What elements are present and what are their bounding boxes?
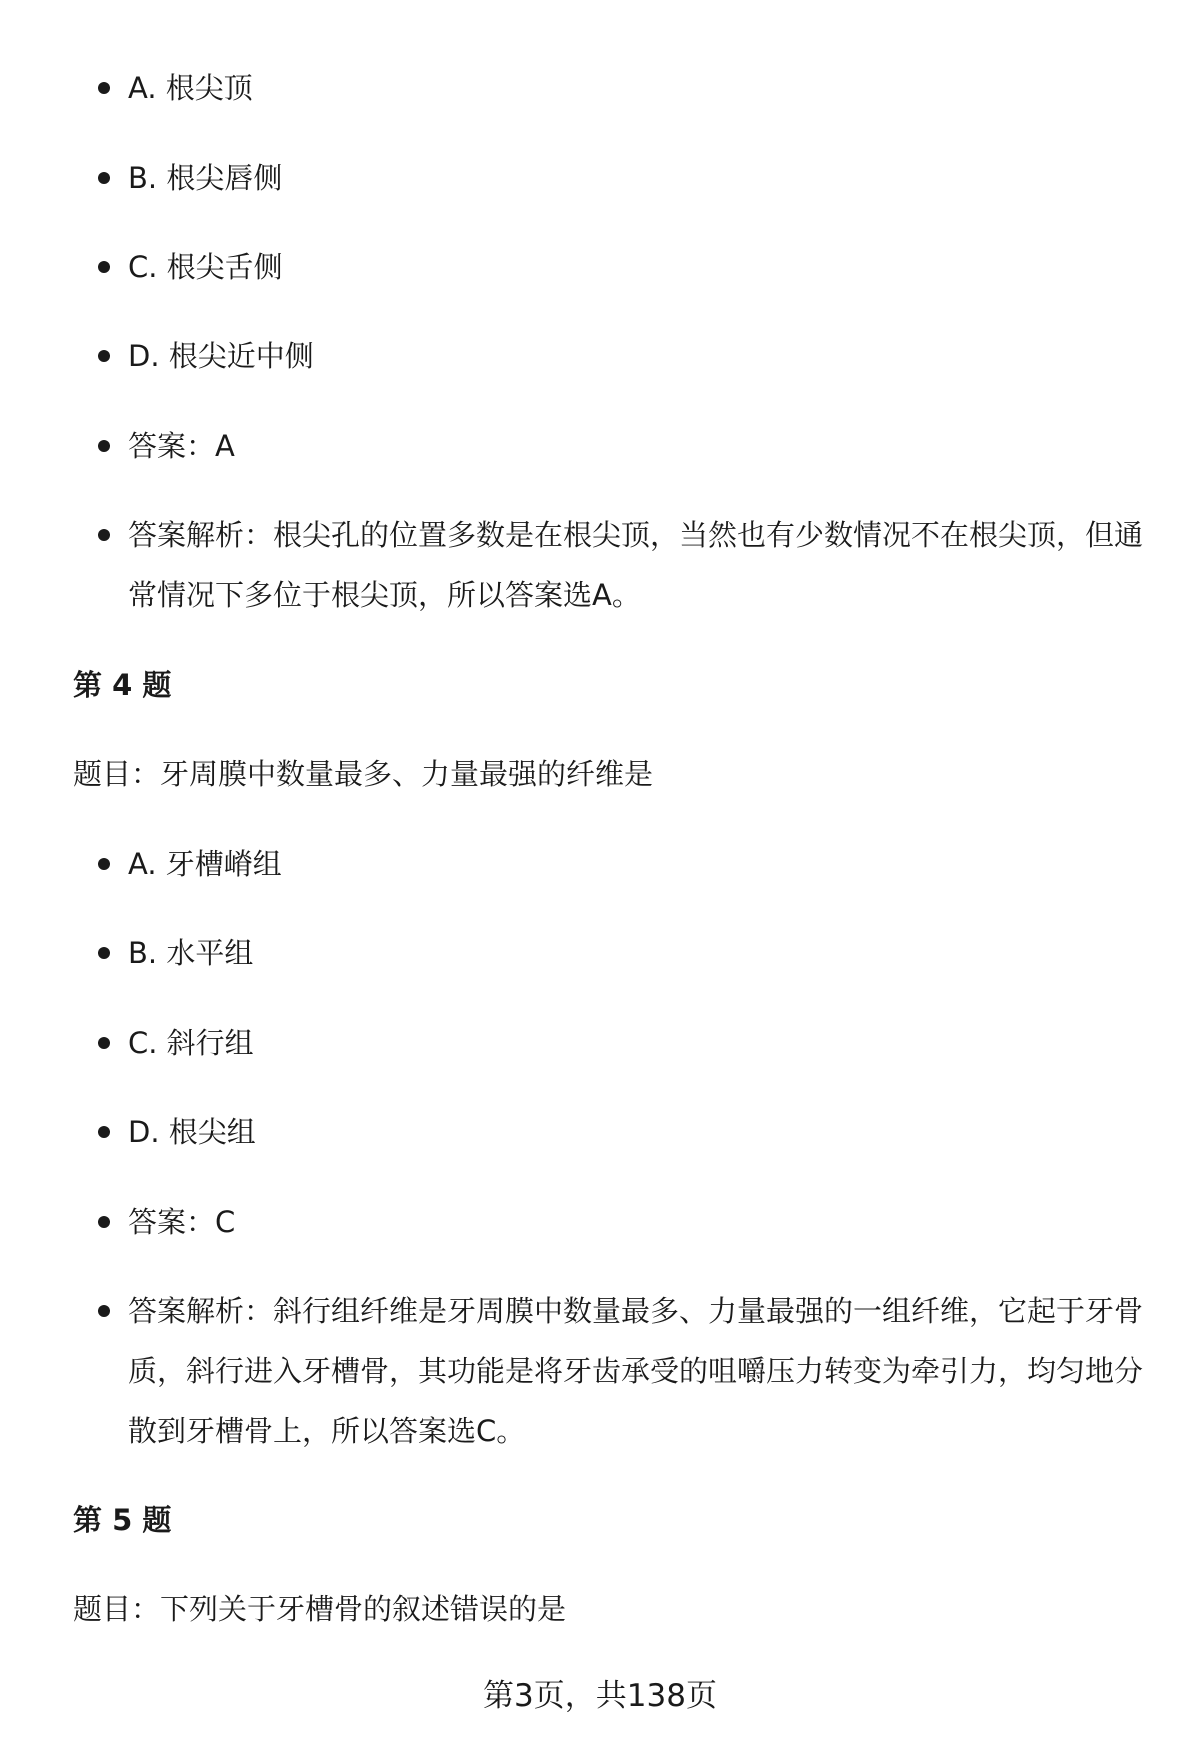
q4-option-a: A. 牙槽嵴组 — [128, 834, 1148, 894]
q5-stem: 题目：下列关于牙槽骨的叙述错误的是 — [73, 1592, 567, 1626]
q4-option-d: D. 根尖组 — [128, 1102, 1148, 1162]
q4-heading: 第 4 题 — [73, 668, 172, 702]
q4-stem: 题目：牙周膜中数量最多、力量最强的纤维是 — [73, 757, 654, 791]
q4-answer: 答案：C — [128, 1192, 1148, 1252]
q4-option-c: C. 斜行组 — [128, 1013, 1148, 1073]
q5-heading: 第 5 题 — [73, 1503, 172, 1537]
q3-answer: 答案：A — [128, 416, 1148, 476]
page-number-footer: 第3页，共138页 — [483, 1678, 717, 1714]
q3-option-b: B. 根尖唇侧 — [128, 148, 1148, 208]
q3-option-a: A. 根尖顶 — [128, 58, 1148, 118]
q4-explanation: 答案解析：斜行组纤维是牙周膜中数量最多、力量最强的一组纤维，它起于牙骨质，斜行进入牙槽骨，其功能是将牙齿承受的咀嚼压力转变为牵引力，均匀地分散到牙槽骨上，所以答案选C。 — [128, 1281, 1148, 1461]
q3-explanation: 答案解析：根尖孔的位置多数是在根尖顶，当然也有少数情况不在根尖顶，但通常情况下多位于根尖顶，所以答案选A。 — [128, 505, 1148, 625]
q3-option-c: C. 根尖舌侧 — [128, 237, 1148, 297]
q4-option-b: B. 水平组 — [128, 923, 1148, 983]
q3-option-d: D. 根尖近中侧 — [128, 326, 1148, 386]
